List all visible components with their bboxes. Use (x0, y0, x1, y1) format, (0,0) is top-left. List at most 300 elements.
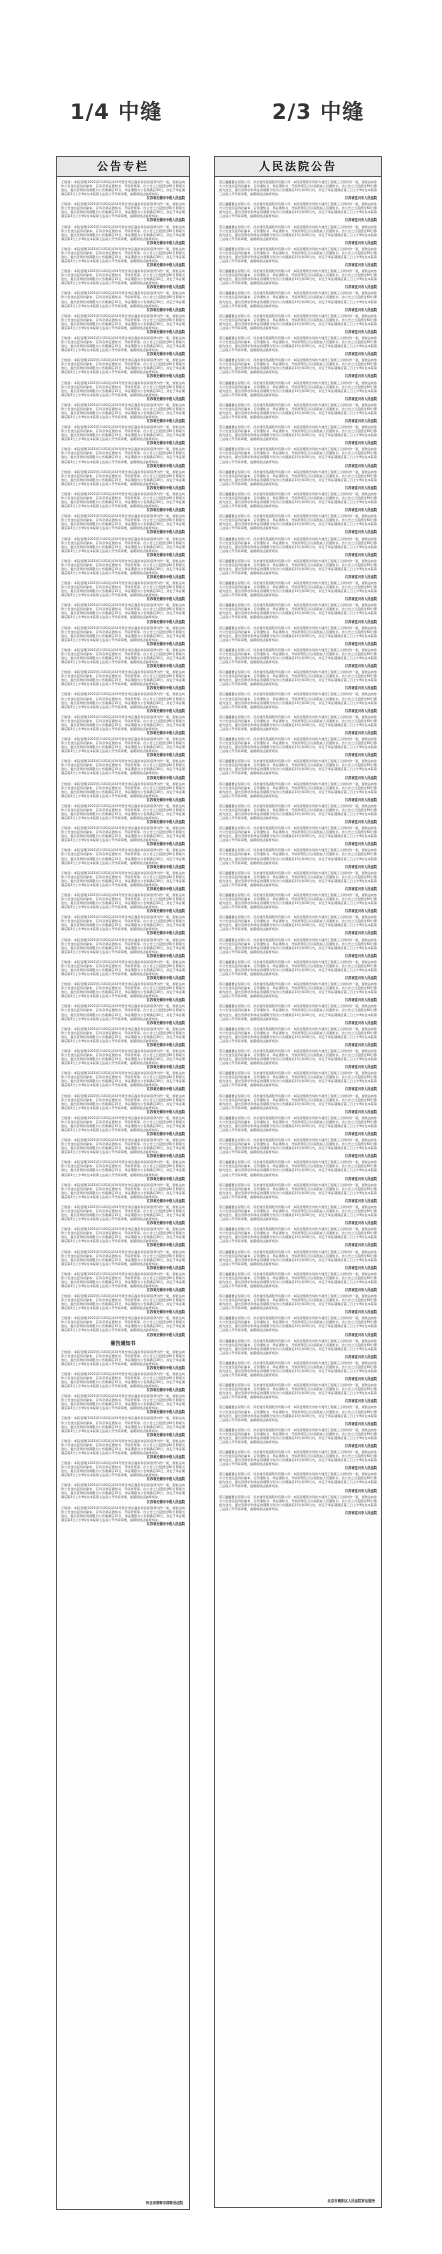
notice-signature: 江苏省无锡市中级人民法院 (146, 1243, 185, 1248)
notice-block (61, 1506, 185, 1526)
notice-signature: 江苏省无锡市中级人民法院 (146, 1065, 185, 1070)
notice-block (61, 982, 185, 1002)
notice-text: 王俊锋：本院受理(2023)苏1102民初24号原告刘宗磊诉你民间借贷纠纷一案，现依法向你公告送达起诉状副本、应诉及举证通知书、开庭传票等。自公告之日起经过60日即视为送达。提出答辩状的期限为公告期满后15日，举证期限为公告期满后30日，并定于举证期满后第3日上午9时在本院第七法庭公开开庭审理，逾期将依法缺席判决。 (61, 514, 185, 531)
notice-text: 王俊锋：本院受理(2023)苏1102民初24号原告刘宗磊诉你民间借贷纠纷一案，现依法向你公告送达起诉状副本、应诉及举证通知书、开庭传票等。自公告之日起经过60日即视为送达。提出答辩状的期限为公告期满后15日，举证期限为公告期满后30日，并定于举证期满后第3日上午9时在本院第七法庭公开开庭审理，逾期将依法缺席判决。 (61, 647, 185, 665)
notice-text: 晋江鑫鑫置业有限公司、河北建设集团股份有限公司：本院受理原告诉你方建设工程施工合同纠纷一案，现依法向你方公告送达起诉状副本、应诉通知书、举证通知书、开庭传票及合议庭组成人员通知书。自公告之日起经过60日即视为送达，提出答辩状和举证的期限分别为公告期满后15日和30日内，并定于举证期满后第三日上午9时在本院第三法庭公开开庭审理，逾期将依法缺席判决。 (219, 1405, 377, 1422)
notice-text: 晋江鑫鑫置业有限公司、河北建设集团股份有限公司：本院受理原告诉你方建设工程施工合同纠纷一案，现依法向你方公告送达起诉状副本、应诉通知书、举证通知书、开庭传票及合议庭组成人员通知书。自公告之日起经过60日即视为送达，提出答辩状和举证的期限分别为公告期满后15日和30日内，并定于举证期满后第三日上午9时在本院第三法庭公开开庭审理，逾期将依法缺席判决。 (219, 803, 377, 821)
notice-body-left (57, 177, 189, 1526)
notice-block (61, 1160, 185, 1180)
notice-block (219, 1138, 377, 1158)
notice-signature: 江苏省无锡市中级人民法院 (146, 485, 185, 490)
notice-text: 王俊锋：本院受理(2023)苏1102民初24号原告刘宗磊诉你民间借贷纠纷一案，现依法向你公告送达起诉状副本、应诉及举证通知书、开庭传票等。自公告之日起经过60日即视为送达。提出答辩状的期限为公告期满后15日，举证期限为公告期满后30日，并定于举证期满后第3日上午9时在本院第七法庭公开开庭审理，逾期将依法缺席判决。 (61, 848, 185, 865)
notice-signature: 江苏省无锡市中级人民法院 (146, 1332, 185, 1337)
notice-block (219, 826, 377, 846)
notice-block (61, 626, 185, 646)
notice-text: 王俊锋：本院受理(2023)苏1102民初24号原告刘宗磊诉你民间借贷纠纷一案，现依法向你公告送达起诉状副本、应诉及举证通知书、开庭传票等。自公告之日起经过60日即视为送达。提出答辩状的期限为公告期满后15日，举证期限为公告期满后30日，并定于举证期满后第3日上午9时在本院第七法庭公开开庭审理，逾期将依法缺席判决。 (61, 246, 185, 263)
notice-text: 王俊锋：本院受理(2023)苏1102民初24号原告刘宗磊诉你民间借贷纠纷一案，现依法向你公告送达起诉状副本、应诉及举证通知书、开庭传票等。自公告之日起经过60日即视为送达。提出答辩状的期限为公告期满后15日，举证期限为公告期满后30日，并定于举证期满后第3日上午9时在本院第七法庭公开开庭审理，逾期将依法缺席判决。 (61, 1371, 185, 1389)
notice-signature: 江苏省无锡市中级人民法院 (146, 864, 185, 869)
notice-block (219, 314, 377, 334)
notice-text: 王俊锋：本院受理(2023)苏1102民初24号原告刘宗磊诉你民间借贷纠纷一案，现依法向你公告送达起诉状副本、应诉及举证通知书、开庭传票等。自公告之日起经过60日即视为送达。提出答辩状的期限为公告期满后15日，举证期限为公告期满后30日，并定于举证期满后第3日上午9时在本院第七法庭公开开庭审理，逾期将依法缺席判决。 (61, 536, 185, 553)
notice-text: 王俊锋：本院受理(2023)苏1102民初24号原告刘宗磊诉你民间借贷纠纷一案，现依法向你公告送达起诉状副本、应诉及举证通知书、开庭传票等。自公告之日起经过60日即视为送达。提出答辩状的期限为公告期满后15日，举证期限为公告期满后30日，并定于举证期满后第3日上午9时在本院第七法庭公开开庭审理，逾期将依法缺席判决。 (61, 425, 185, 442)
notice-text: 王俊锋：本院受理(2023)苏1102民初24号原告刘宗磊诉你民间借贷纠纷一案，现依法向你公告送达起诉状副本、应诉及举证通知书、开庭传票等。自公告之日起经过60日即视为送达。提出答辩状的期限为公告期满后15日，举证期限为公告期满后30日，并定于举证期满后第3日上午9时在本院第七法庭公开开庭审理，逾期将依法缺席判决。 (61, 1071, 185, 1088)
notice-signature: 江苏省宜兴市人民法院 (345, 530, 377, 535)
notice-signature: 江苏省宜兴市人民法院 (345, 641, 377, 646)
notice-block (61, 1227, 185, 1247)
notice-signature: 江苏省无锡市中级人民法院 (146, 886, 185, 891)
notice-text: 晋江鑫鑫置业有限公司、河北建设集团股份有限公司：本院受理原告诉你方建设工程施工合同纠纷一案，现依法向你方公告送达起诉状副本、应诉通知书、举证通知书、开庭传票及合议庭组成人员通知书。自公告之日起经过60日即视为送达，提出答辩状和举证的期限分别为公告期满后15日和30日内，并定于举证期满后第三日上午9时在本院第三法庭公开开庭审理，逾期将依法缺席判决。 (219, 670, 377, 687)
notice-block (219, 470, 377, 490)
notice-block (61, 692, 185, 712)
notice-signature: 江苏省宜兴市人民法院 (345, 1176, 377, 1181)
notice-text: 晋江鑫鑫置业有限公司、河北建设集团股份有限公司：本院受理原告诉你方建设工程施工合同纠纷一案，现依法向你方公告送达起诉状副本、应诉通知书、举证通知书、开庭传票及合议庭组成人员通知书。自公告之日起经过60日即视为送达，提出答辩状和举证的期限分别为公告期满后15日和30日内，并定于举证期满后第三日上午9时在本院第三法庭公开开庭审理，逾期将依法缺席判决。 (219, 982, 377, 999)
notice-text: 晋江鑫鑫置业有限公司、河北建设集团股份有限公司：本院受理原告诉你方建设工程施工合同纠纷一案，现依法向你方公告送达起诉状副本、应诉通知书、举证通知书、开庭传票及合议庭组成人员通知书。自公告之日起经过60日即视为送达，提出答辩状和举证的期限分别为公告期满后15日和30日内，并定于举证期满后第三日上午9时在本院第三法庭公开开庭审理，逾期将依法缺席判决。 (219, 1360, 377, 1378)
notice-block (219, 871, 377, 891)
notice-text: 王俊锋：本院受理(2023)苏1102民初24号原告刘宗磊诉你民间借贷纠纷一案，现依法向你公告送达起诉状副本、应诉及举证通知书、开庭传票等。自公告之日起经过60日即视为送达。提出答辩状的期限为公告期满后15日，举证期限为公告期满后30日，并定于举证期满后第3日上午9时在本院第七法庭公开开庭审理，逾期将依法缺席判决。 (61, 491, 185, 509)
notice-block (219, 1272, 377, 1292)
column-title-right: 人民法院公告 (215, 157, 381, 177)
notice-block (219, 559, 377, 579)
notice-signature: 江苏省宜兴市人民法院 (345, 441, 377, 446)
notice-signature: 江苏省无锡市中级人民法院 (146, 909, 185, 914)
notice-text: 晋江鑫鑫置业有限公司、河北建设集团股份有限公司：本院受理原告诉你方建设工程施工合同纠纷一案，现依法向你方公告送达起诉状副本、应诉通知书、举证通知书、开庭传票及合议庭组成人员通知书。自公告之日起经过60日即视为送达，提出答辩状和举证的期限分别为公告期满后15日和30日内，并定于举证期满后第三日上午9时在本院第三法庭公开开庭审理，逾期将依法缺席判决。 (219, 1316, 377, 1333)
notice-signature: 江苏省宜兴市人民法院 (345, 886, 377, 891)
notice-block (219, 1205, 377, 1225)
notice-signature: 江苏省无锡市中级人民法院 (146, 953, 185, 958)
notice-text: 王俊锋：本院受理(2023)苏1102民初24号原告刘宗磊诉你民间借贷纠纷一案，现依法向你公告送达起诉状副本、应诉及举证通知书、开庭传票等。自公告之日起经过60日即视为送达。提出答辩状的期限为公告期满后15日，举证期限为公告期满后30日，并定于举证期满后第3日上午9时在本院第七法庭公开开庭审理，逾期将依法缺席判决。 (61, 1416, 185, 1433)
notice-heading: 催告通知书 (110, 1340, 136, 1347)
notice-block (219, 381, 377, 401)
notice-block (219, 291, 377, 311)
notice-block (219, 1027, 377, 1047)
notice-text: 晋江鑫鑫置业有限公司、河北建设集团股份有限公司：本院受理原告诉你方建设工程施工合同纠纷一案，现依法向你方公告送达起诉状副本、应诉通知书、举证通知书、开庭传票及合议庭组成人员通知书。自公告之日起经过60日即视为送达，提出答辩状和举证的期限分别为公告期满后15日和30日内，并定于举证期满后第三日上午9时在本院第三法庭公开开庭审理，逾期将依法缺席判决。 (219, 1494, 377, 1511)
notice-signature: 江苏省无锡市中级人民法院 (146, 508, 185, 513)
notice-block (219, 982, 377, 1002)
notice-signature: 江苏省宜兴市人民法院 (345, 240, 377, 245)
notice-block (61, 1205, 185, 1225)
notice-text: 晋江鑫鑫置业有限公司、河北建设集团股份有限公司：本院受理原告诉你方建设工程施工合同纠纷一案，现依法向你方公告送达起诉状副本、应诉通知书、举证通知书、开庭传票及合议庭组成人员通知书。自公告之日起经过60日即视为送达，提出答辩状和举证的期限分别为公告期满后15日和30日内，并定于举证期满后第三日上午9时在本院第三法庭公开开庭审理，逾期将依法缺席判决。 (219, 692, 377, 709)
notice-block (61, 1183, 185, 1203)
notice-text: 晋江鑫鑫置业有限公司、河北建设集团股份有限公司：本院受理原告诉你方建设工程施工合同纠纷一案，现依法向你方公告送达起诉状副本、应诉通知书、举证通知书、开庭传票及合议庭组成人员通知书。自公告之日起经过60日即视为送达，提出答辩状和举证的期限分别为公告期满后15日和30日内，并定于举证期满后第三日上午9时在本院第三法庭公开开庭审理，逾期将依法缺席判决。 (219, 1026, 377, 1043)
notice-signature: 江苏省无锡市中级人民法院 (146, 285, 185, 290)
notice-block (219, 692, 377, 712)
notice-text: 王俊锋：本院受理(2023)苏1102民初24号原告刘宗磊诉你民间借贷纠纷一案，现依法向你公告送达起诉状副本、应诉及举证通知书、开庭传票等。自公告之日起经过60日即视为送达。提出答辩状的期限为公告期满后15日，举证期限为公告期满后30日，并定于举证期满后第3日上午9时在本院第七法庭公开开庭审理，逾期将依法缺席判决。 (61, 447, 185, 464)
notice-signature: 江苏省宜兴市人民法院 (345, 775, 377, 780)
notice-block (61, 871, 185, 891)
notice-block (219, 447, 377, 467)
notice-text: 王俊锋：本院受理(2023)苏1102民初24号原告刘宗磊诉你民间借贷纠纷一案，现依法向你公告送达起诉状副本、应诉及举证通知书、开庭传票等。自公告之日起经过60日即视为送达。提出答辩状的期限为公告期满后15日，举证期限为公告期满后30日，并定于举证期满后第3日上午9时在本院第七法庭公开开庭审理，逾期将依法缺席判决。 (61, 781, 185, 798)
notice-text: 晋江鑫鑫置业有限公司、河北建设集团股份有限公司：本院受理原告诉你方建设工程施工合同纠纷一案，现依法向你方公告送达起诉状副本、应诉通知书、举证通知书、开庭传票及合议庭组成人员通知书。自公告之日起经过60日即视为送达，提出答辩状和举证的期限分别为公告期满后15日和30日内，并定于举证期满后第三日上午9时在本院第三法庭公开开庭审理，逾期将依法缺席判决。 (219, 291, 377, 308)
notice-text: 王俊锋：本院受理(2023)苏1102民初24号原告刘宗磊诉你民间借贷纠纷一案，现依法向你公告送达起诉状副本、应诉及举证通知书、开庭传票等。自公告之日起经过60日即视为送达。提出答辩状的期限为公告期满后15日，举证期限为公告期满后30日，并定于举证期满后第3日上午9时在本院第七法庭公开开庭审理，逾期将依法缺席判决。 (61, 1461, 185, 1478)
notice-block (61, 269, 185, 289)
notice-text: 晋江鑫鑫置业有限公司、河北建设集团股份有限公司：本院受理原告诉你方建设工程施工合同纠纷一案，现依法向你方公告送达起诉状副本、应诉通知书、举证通知书、开庭传票及合议庭组成人员通知书。自公告之日起经过60日即视为送达，提出答辩状和举证的期限分别为公告期满后15日和30日内，并定于举证期满后第三日上午9时在本院第三法庭公开开庭审理，逾期将依法缺席判决。 (219, 937, 377, 954)
notice-block (219, 1071, 377, 1091)
notice-text: 王俊锋：本院受理(2023)苏1102民初24号原告刘宗磊诉你民间借贷纠纷一案，现依法向你公告送达起诉状副本、应诉及举证通知书、开庭传票等。自公告之日起经过60日即视为送达。提出答辩状的期限为公告期满后15日，举证期限为公告期满后30日，并定于举证期满后第3日上午9时在本院第七法庭公开开庭审理，逾期将依法缺席判决。 (61, 1505, 185, 1522)
notice-signature: 江苏省无锡市中级人民法院 (146, 619, 185, 624)
notice-signature: 江苏省宜兴市人民法院 (345, 686, 377, 691)
notice-text: 晋江鑫鑫置业有限公司、河北建设集团股份有限公司：本院受理原告诉你方建设工程施工合同纠纷一案，现依法向你方公告送达起诉状副本、应诉通知书、举证通知书、开庭传票及合议庭组成人员通知书。自公告之日起经过60日即视为送达，提出答辩状和举证的期限分别为公告期满后15日和30日内，并定于举证期满后第三日上午9时在本院第三法庭公开开庭审理，逾期将依法缺席判决。 (219, 603, 377, 620)
notice-block (61, 715, 185, 735)
notice-body-right (215, 177, 381, 1515)
notice-block (61, 1071, 185, 1091)
notice-block (61, 1372, 185, 1392)
notice-signature: 江苏省宜兴市人民法院 (345, 664, 377, 669)
notice-block (61, 1416, 185, 1436)
notice-signature: 江苏省无锡市中级人民法院 (146, 374, 185, 379)
notice-signature: 江苏省宜兴市人民法院 (345, 1466, 377, 1471)
notice-signature: 江苏省无锡市中级人民法院 (146, 196, 185, 201)
notice-signature: 江苏省无锡市中级人民法院 (146, 1154, 185, 1159)
notice-block (219, 670, 377, 690)
notice-text: 晋江鑫鑫置业有限公司、河北建设集团股份有限公司：本院受理原告诉你方建设工程施工合同纠纷一案，现依法向你方公告送达起诉状副本、应诉通知书、举证通知书、开庭传票及合议庭组成人员通知书。自公告之日起经过60日即视为送达，提出答辩状和举证的期限分别为公告期满后15日和30日内，并定于举证期满后第三日上午9时在本院第三法庭公开开庭审理，逾期将依法缺席判决。 (219, 1093, 377, 1110)
notice-text: 王俊锋：本院受理(2023)苏1102民初24号原告刘宗磊诉你民间借贷纠纷一案，现依法向你公告送达起诉状副本、应诉及举证通知书、开庭传票等。自公告之日起经过60日即视为送达。提出答辩状的期限为公告期满后15日，举证期限为公告期满后30日，并定于举证期满后第3日上午9时在本院第七法庭公开开庭审理，逾期将依法缺席判决。 (61, 313, 185, 330)
notice-block (61, 1350, 185, 1370)
notice-block (219, 715, 377, 735)
notice-block (61, 202, 185, 222)
notice-text: 晋江鑫鑫置业有限公司、河北建设集团股份有限公司：本院受理原告诉你方建设工程施工合同纠纷一案，现依法向你方公告送达起诉状副本、应诉通知书、举证通知书、开庭传票及合议庭组成人员通知书。自公告之日起经过60日即视为送达，提出答辩状和举证的期限分别为公告期满后15日和30日内，并定于举证期满后第三日上午9时在本院第三法庭公开开庭审理，逾期将依法缺席判决。 (219, 402, 377, 419)
notice-block (61, 782, 185, 802)
notice-signature: 江苏省无锡市中级人民法院 (146, 664, 185, 669)
notice-text: 王俊锋：本院受理(2023)苏1102民初24号原告刘宗磊诉你民间借贷纠纷一案，现依法向你公告送达起诉状副本、应诉及举证通知书、开庭传票等。自公告之日起经过60日即视为送达。提出答辩状的期限为公告期满后15日，举证期限为公告期满后30日，并定于举证期满后第3日上午9时在本院第七法庭公开开庭审理，逾期将依法缺席判决。 (61, 1115, 185, 1132)
notice-text: 晋江鑫鑫置业有限公司、河北建设集团股份有限公司：本院受理原告诉你方建设工程施工合同纠纷一案，现依法向你方公告送达起诉状副本、应诉通知书、举证通知书、开庭传票及合议庭组成人员通知书。自公告之日起经过60日即视为送达，提出答辩状和举证的期限分别为公告期满后15日和30日内，并定于举证期满后第三日上午9时在本院第三法庭公开开庭审理，逾期将依法缺席判决。 (219, 625, 377, 642)
notice-block (219, 537, 377, 557)
notice-block (219, 1294, 377, 1314)
notice-signature: 江苏省无锡市中级人民法院 (146, 574, 185, 579)
notice-block (61, 425, 185, 445)
notice-text: 晋江鑫鑫置业有限公司、河北建设集团股份有限公司：本院受理原告诉你方建设工程施工合同纠纷一案，现依法向你方公告送达起诉状副本、应诉通知书、举证通知书、开庭传票及合议庭组成人员通知书。自公告之日起经过60日即视为送达，提出答辩状和举证的期限分别为公告期满后15日和30日内，并定于举证期满后第三日上午9时在本院第三法庭公开开庭审理，逾期将依法缺席判决。 (219, 224, 377, 241)
notice-block (61, 537, 185, 557)
notice-signature: 江苏省无锡市中级人民法院 (146, 263, 185, 268)
notice-block (219, 1405, 377, 1425)
notice-text: 王俊锋：本院受理(2023)苏1102民初24号原告刘宗磊诉你民间借贷纠纷一案，现依法向你公告送达起诉状副本、应诉及举证通知书、开庭传票等。自公告之日起经过60日即视为送达。提出答辩状的期限为公告期满后15日，举证期限为公告期满后30日，并定于举证期满后第3日上午9时在本院第七法庭公开开庭审理，逾期将依法缺席判决。 (61, 1249, 185, 1266)
notice-block (61, 1116, 185, 1136)
notice-text: 王俊锋：本院受理(2023)苏1102民初24号原告刘宗磊诉你民间借贷纠纷一案，现依法向你公告送达起诉状副本、应诉及举证通知书、开庭传票等。自公告之日起经过60日即视为送达。提出答辩状的期限为公告期满后15日，举证期限为公告期满后30日，并定于举证期满后第3日上午9时在本院第七法庭公开开庭审理，逾期将依法缺席判决。 (61, 269, 185, 286)
notice-signature: 江苏省无锡市中级人民法院 (146, 1020, 185, 1025)
notice-text: 晋江鑫鑫置业有限公司、河北建设集团股份有限公司：本院受理原告诉你方建设工程施工合同纠纷一案，现依法向你方公告送达起诉状副本、应诉通知书、举证通知书、开庭传票及合议庭组成人员通知书。自公告之日起经过60日即视为送达，提出答辩状和举证的期限分别为公告期满后15日和30日内，并定于举证期满后第三日上午9时在本院第三法庭公开开庭审理，逾期将依法缺席判决。 (219, 1048, 377, 1066)
notice-signature: 江苏省无锡市中级人民法院 (146, 1499, 185, 1504)
notice-block (219, 403, 377, 423)
notice-signature: 江苏省宜兴市人民法院 (345, 374, 377, 379)
notice-block (61, 225, 185, 245)
notice-block (61, 514, 185, 534)
notice-block (219, 269, 377, 289)
notice-signature: 江苏省无锡市中级人民法院 (146, 1087, 185, 1092)
notice-signature: 江苏省无锡市中级人民法院 (146, 1042, 185, 1047)
notice-text: 王俊锋：本院受理(2023)苏1102民初24号原告刘宗磊诉你民间借贷纠纷一案，现依法向你公告送达起诉状副本、应诉及举证通知书、开庭传票等。自公告之日起经过60日即视为送达。提出答辩状的期限为公告期满后15日，举证期限为公告期满后30日，并定于举证期满后第3日上午9时在本院第七法庭公开开庭审理，逾期将依法缺席判决。 (61, 826, 185, 843)
notice-signature: 江苏省无锡市中级人民法院 (146, 1365, 185, 1370)
notice-signature: 江苏省无锡市中级人民法院 (146, 218, 185, 223)
notice-block (219, 915, 377, 935)
column-title-left: 公告专栏 (57, 157, 189, 177)
notice-text: 晋江鑫鑫置业有限公司、河北建设集团股份有限公司：本院受理原告诉你方建设工程施工合同纠纷一案，现依法向你方公告送达起诉状副本、应诉通知书、举证通知书、开庭传票及合议庭组成人员通知书。自公告之日起经过60日即视为送达，提出答辩状和举证的期限分别为公告期满后15日和30日内，并定于举证期满后第三日上午9时在本院第三法庭公开开庭审理，逾期将依法缺席判决。 (219, 514, 377, 531)
notice-signature: 江苏省无锡市中级人民法院 (146, 307, 185, 312)
notice-block (219, 759, 377, 779)
notice-text: 晋江鑫鑫置业有限公司、河北建设集团股份有限公司：本院受理原告诉你方建设工程施工合同纠纷一案，现依法向你方公告送达起诉状副本、应诉通知书、举证通知书、开庭传票及合议庭组成人员通知书。自公告之日起经过60日即视为送达，提出答辩状和举证的期限分别为公告期满后15日和30日内，并定于举证期满后第三日上午9时在本院第三法庭公开开庭审理，逾期将依法缺席判决。 (219, 647, 377, 665)
notice-text: 王俊锋：本院受理(2023)苏1102民初24号原告刘宗磊诉你民间借贷纠纷一案，现依法向你公告送达起诉状副本、应诉及举证通知书、开庭传票等。自公告之日起经过60日即视为送达。提出答辩状的期限为公告期满后15日，举证期限为公告期满后30日，并定于举证期满后第3日上午9时在本院第七法庭公开开庭审理，逾期将依法缺席判决。 (61, 982, 185, 999)
notice-block (219, 425, 377, 445)
notice-signature: 江苏省宜兴市人民法院 (345, 1087, 377, 1092)
notice-signature: 江苏省宜兴市人民法院 (345, 1221, 377, 1226)
notice-signature: 江苏省无锡市中级人民法院 (146, 1454, 185, 1459)
notice-block (61, 492, 185, 512)
notice-text: 晋江鑫鑫置业有限公司、河北建设集团股份有限公司：本院受理原告诉你方建设工程施工合同纠纷一案，现依法向你方公告送达起诉状副本、应诉通知书、举证通知书、开庭传票及合议庭组成人员通知书。自公告之日起经过60日即视为送达，提出答辩状和举证的期限分别为公告期满后15日和30日内，并定于举证期满后第三日上午9时在本院第三法庭公开开庭审理，逾期将依法缺席判决。 (219, 1383, 377, 1400)
notice-signature: 江苏省宜兴市人民法院 (345, 1510, 377, 1515)
notice-text: 晋江鑫鑫置业有限公司、河北建设集团股份有限公司：本院受理原告诉你方建设工程施工合同纠纷一案，现依法向你方公告送达起诉状副本、应诉通知书、举证通知书、开庭传票及合议庭组成人员通知书。自公告之日起经过60日即视为送达，提出答辩状和举证的期限分别为公告期满后15日和30日内，并定于举证期满后第三日上午9时在本院第三法庭公开开庭审理，逾期将依法缺席判决。 (219, 959, 377, 976)
notice-signature: 江苏省无锡市中级人民法院 (146, 419, 185, 423)
notice-block (219, 336, 377, 356)
notice-block (61, 381, 185, 401)
notice-text: 晋江鑫鑫置业有限公司、河北建设集团股份有限公司：本院受理原告诉你方建设工程施工合同纠纷一案，现依法向你方公告送达起诉状副本、应诉通知书、举证通知书、开庭传票及合议庭组成人员通知书。自公告之日起经过60日即视为送达，提出答辩状和举证的期限分别为公告期满后15日和30日内，并定于举证期满后第三日上午9时在本院第三法庭公开开庭审理，逾期将依法缺席判决。 (219, 759, 377, 776)
notice-signature: 江苏省宜兴市人民法院 (345, 329, 377, 334)
notice-signature: 江苏省宜兴市人民法院 (345, 708, 377, 713)
notice-block (219, 225, 377, 245)
notice-signature: 江苏省无锡市中级人民法院 (146, 329, 185, 334)
notice-block (219, 1094, 377, 1114)
notice-block (219, 1428, 377, 1448)
notice-text: 王俊锋：本院受理(2023)苏1102民初24号原告刘宗磊诉你民间借贷纠纷一案，现依法向你公告送达起诉状副本、应诉及举证通知书、开庭传票等。自公告之日起经过60日即视为送达。提出答辩状的期限为公告期满后15日，举证期限为公告期满后30日，并定于举证期满后第3日上午9时在本院第七法庭公开开庭审理，逾期将依法缺席判决。 (61, 625, 185, 642)
notice-block (219, 202, 377, 222)
notice-text: 晋江鑫鑫置业有限公司、河北建设集团股份有限公司：本院受理原告诉你方建设工程施工合同纠纷一案，现依法向你方公告送达起诉状副本、应诉通知书、举证通知书、开庭传票及合议庭组成人员通知书。自公告之日起经过60日即视为送达，提出答辩状和举证的期限分别为公告期满后15日和30日内，并定于举证期满后第三日上午9时在本院第三法庭公开开庭审理，逾期将依法缺席判决。 (219, 1338, 377, 1355)
notice-signature: 江苏省无锡市中级人民法院 (146, 730, 185, 735)
notice-block (219, 1250, 377, 1270)
notice-signature: 江苏省无锡市中级人民法院 (146, 1198, 185, 1203)
notice-signature: 江苏省无锡市中级人民法院 (146, 1310, 185, 1315)
notice-signature: 江苏省宜兴市人民法院 (345, 1488, 377, 1493)
notice-text: 晋江鑫鑫置业有限公司、河北建设集团股份有限公司：本院受理原告诉你方建设工程施工合同纠纷一案，现依法向你方公告送达起诉状副本、应诉通知书、举证通知书、开庭传票及合议庭组成人员通知书。自公告之日起经过60日即视为送达，提出答辩状和举证的期限分别为公告期满后15日和30日内，并定于举证期满后第三日上午9时在本院第三法庭公开开庭审理，逾期将依法缺席判决。 (219, 893, 377, 910)
notice-signature: 江苏省宜兴市人民法院 (345, 218, 377, 223)
notice-block (61, 470, 185, 490)
right-gutter-label: 2/3 中缝 (272, 100, 365, 124)
notice-text: 晋江鑫鑫置业有限公司、河北建设集团股份有限公司：本院受理原告诉你方建设工程施工合同纠纷一案，现依法向你方公告送达起诉状副本、应诉通知书、举证通知书、开庭传票及合议庭组成人员通知书。自公告之日起经过60日即视为送达，提出答辩状和举证的期限分别为公告期满后15日和30日内，并定于举证期满后第三日上午9时在本院第三法庭公开开庭审理，逾期将依法缺席判决。 (219, 1115, 377, 1132)
notice-block (219, 1383, 377, 1403)
notice-text: 晋江鑫鑫置业有限公司、河北建设集团股份有限公司：本院受理原告诉你方建设工程施工合同纠纷一案，现依法向你方公告送达起诉状副本、应诉通知书、举证通知书、开庭传票及合议庭组成人员通知书。自公告之日起经过60日即视为送达，提出答辩状和举证的期限分别为公告期满后15日和30日内，并定于举证期满后第三日上午9时在本院第三法庭公开开庭审理，逾期将依法缺席判决。 (219, 1427, 377, 1444)
notice-text: 王俊锋：本院受理(2023)苏1102民初24号原告刘宗磊诉你民间借贷纠纷一案，现依法向你公告送达起诉状副本、应诉及举证通知书、开庭传票等。自公告之日起经过60日即视为送达。提出答辩状的期限为公告期满后15日，举证期限为公告期满后30日，并定于举证期满后第3日上午9时在本院第七法庭公开开庭审理，逾期将依法缺席判决。 (61, 1093, 185, 1110)
notice-text: 晋江鑫鑫置业有限公司、河北建设集团股份有限公司：本院受理原告诉你方建设工程施工合同纠纷一案，现依法向你方公告送达起诉状副本、应诉通知书、举证通知书、开庭传票及合议庭组成人员通知书。自公告之日起经过60日即视为送达，提出答辩状和举证的期限分别为公告期满后15日和30日内，并定于举证期满后第三日上午9时在本院第三法庭公开开庭审理，逾期将依法缺席判决。 (219, 1249, 377, 1266)
notice-signature: 江苏省宜兴市人民法院 (345, 307, 377, 312)
notice-text: 晋江鑫鑫置业有限公司、河北建设集团股份有限公司：本院受理原告诉你方建设工程施工合同纠纷一案，现依法向你方公告送达起诉状副本、应诉通知书、举证通知书、开庭传票及合议庭组成人员通知书。自公告之日起经过60日即视为送达，提出答辩状和举证的期限分别为公告期满后15日和30日内，并定于举证期满后第三日上午9时在本院第三法庭公开开庭审理，逾期将依法缺席判决。 (219, 1294, 377, 1311)
notice-signature: 江苏省宜兴市人民法院 (345, 753, 377, 758)
notice-block (219, 1160, 377, 1180)
notice-block (61, 559, 185, 579)
notice-signature: 江苏省宜兴市人民法院 (345, 1332, 377, 1337)
notice-block (219, 1495, 377, 1515)
notice-text: 晋江鑫鑫置业有限公司、河北建设集团股份有限公司：本院受理原告诉你方建设工程施工合同纠纷一案，现依法向你方公告送达起诉状副本、应诉通知书、举证通知书、开庭传票及合议庭组成人员通知书。自公告之日起经过60日即视为送达，提出答辩状和举证的期限分别为公告期满后15日和30日内，并定于举证期满后第三日上午9时在本院第三法庭公开开庭审理，逾期将依法缺席判决。 (219, 313, 377, 330)
notice-text: 王俊锋：本院受理(2023)苏1102民初24号原告刘宗磊诉你民间借贷纠纷一案，现依法向你公告送达起诉状副本、应诉及举证通知书、开庭传票等。自公告之日起经过60日即视为送达。提出答辩状的期限为公告期满后15日，举证期限为公告期满后30日，并定于举证期满后第3日上午9时在本院第七法庭公开开庭审理，逾期将依法缺席判决。 (61, 1294, 185, 1311)
notice-signature: 江苏省宜兴市人民法院 (345, 1243, 377, 1248)
notice-signature: 江苏省无锡市中级人民法院 (146, 597, 185, 602)
notice-signature: 江苏省宜兴市人民法院 (345, 1020, 377, 1025)
notice-block (219, 1116, 377, 1136)
notice-text: 晋江鑫鑫置业有限公司、河北建设集团股份有限公司：本院受理原告诉你方建设工程施工合同纠纷一案，现依法向你方公告送达起诉状副本、应诉通知书、举证通知书、开庭传票及合议庭组成人员通知书。自公告之日起经过60日即视为送达，提出答辩状和举证的期限分别为公告期满后15日和30日内，并定于举证期满后第三日上午9时在本院第三法庭公开开庭审理，逾期将依法缺席判决。 (219, 915, 377, 932)
notice-text: 王俊锋：本院受理(2023)苏1102民初24号原告刘宗磊诉你民间借贷纠纷一案，现依法向你公告送达起诉状副本、应诉及举证通知书、开庭传票等。自公告之日起经过60日即视为送达。提出答辩状的期限为公告期满后15日，举证期限为公告期满后30日，并定于举证期满后第3日上午9时在本院第七法庭公开开庭审理，逾期将依法缺席判决。 (61, 1160, 185, 1177)
notice-text: 晋江鑫鑫置业有限公司、河北建设集团股份有限公司：本院受理原告诉你方建设工程施工合同纠纷一案，现依法向你方公告送达起诉状副本、应诉通知书、举证通知书、开庭传票及合议庭组成人员通知书。自公告之日起经过60日即视为送达，提出答辩状和举证的期限分别为公告期满后15日和30日内，并定于举证期满后第三日上午9时在本院第三法庭公开开庭审理，逾期将依法缺席判决。 (219, 269, 377, 286)
notice-signature: 江苏省宜兴市人民法院 (345, 263, 377, 268)
notice-block (219, 1049, 377, 1069)
notice-column-right (214, 156, 382, 2208)
notice-block (61, 447, 185, 467)
notice-block (219, 1472, 377, 1492)
notice-text: 晋江鑫鑫置业有限公司、河北建设集团股份有限公司：本院受理原告诉你方建设工程施工合同纠纷一案，现依法向你方公告送达起诉状副本、应诉通知书、举证通知书、开庭传票及合议庭组成人员通知书。自公告之日起经过60日即视为送达，提出答辩状和举证的期限分别为公告期满后15日和30日内，并定于举证期满后第三日上午9时在本院第三法庭公开开庭审理，逾期将依法缺席判决。 (219, 335, 377, 353)
notice-text: 晋江鑫鑫置业有限公司、河北建设集团股份有限公司：本院受理原告诉你方建设工程施工合同纠纷一案，现依法向你方公告送达起诉状副本、应诉通知书、举证通知书、开庭传票及合议庭组成人员通知书。自公告之日起经过60日即视为送达，提出答辩状和举证的期限分别为公告期满后15日和30日内，并定于举证期满后第三日上午9时在本院第三法庭公开开庭审理，逾期将依法缺席判决。 (219, 1227, 377, 1244)
notice-block (61, 581, 185, 601)
notice-block (61, 826, 185, 846)
notice-text: 晋江鑫鑫置业有限公司、河北建设集团股份有限公司：本院受理原告诉你方建设工程施工合同纠纷一案，现依法向你方公告送达起诉状副本、应诉通知书、举证通知书、开庭传票及合议庭组成人员通知书。自公告之日起经过60日即视为送达，提出答辩状和举证的期限分别为公告期满后15日和30日内，并定于举证期满后第三日上午9时在本院第三法庭公开开庭审理，逾期将依法缺席判决。 (219, 1204, 377, 1222)
notice-signature: 江苏省宜兴市人民法院 (345, 396, 377, 401)
notice-block (61, 848, 185, 868)
notice-signature: 江苏省宜兴市人民法院 (345, 196, 377, 201)
notice-signature: 江苏省宜兴市人民法院 (345, 842, 377, 847)
notice-block (61, 648, 185, 668)
notice-block (61, 1027, 185, 1047)
notice-block (61, 1004, 185, 1024)
notice-signature: 江苏省宜兴市人民法院 (345, 1042, 377, 1047)
notice-text: 王俊锋：本院受理(2023)苏1102民初24号原告刘宗磊诉你民间借贷纠纷一案，现依法向你公告送达起诉状副本、应诉及举证通知书、开庭传票等。自公告之日起经过60日即视为送达。提出答辩状的期限为公告期满后15日，举证期限为公告期满后30日，并定于举证期满后第3日上午9时在本院第七法庭公开开庭审理，逾期将依法缺席判决。 (61, 380, 185, 397)
notice-block (219, 1227, 377, 1247)
notice-block (61, 1049, 185, 1069)
notice-signature: 江苏省宜兴市人民法院 (345, 1154, 377, 1159)
notice-signature: 江苏省无锡市中级人民法院 (146, 1388, 185, 1393)
notice-signature: 江苏省无锡市中级人民法院 (146, 708, 185, 713)
notice-block (219, 1183, 377, 1203)
notice-signature: 江苏省宜兴市人民法院 (345, 285, 377, 290)
notice-block (219, 782, 377, 802)
notice-text: 王俊锋：本院受理(2023)苏1102民初24号原告刘宗磊诉你民间借贷纠纷一案，现依法向你公告送达起诉状副本、应诉及举证通知书、开庭传票等。自公告之日起经过60日即视为送达。提出答辩状的期限为公告期满后15日，举证期限为公告期满后30日，并定于举证期满后第3日上午9时在本院第七法庭公开开庭审理，逾期将依法缺席判决。 (61, 1394, 185, 1411)
footer-signature-right: 北京市朝阳区人民法院诉讼服务 (327, 2199, 375, 2203)
notice-signature: 江苏省无锡市中级人民法院 (146, 1132, 185, 1136)
notice-text: 王俊锋：本院受理(2023)苏1102民初24号原告刘宗磊诉你民间借贷纠纷一案，现依法向你公告送达起诉状副本、应诉及举证通知书、开庭传票等。自公告之日起经过60日即视为送达。提出答辩状的期限为公告期满后15日，举证期限为公告期满后30日，并定于举证期满后第3日上午9时在本院第七法庭公开开庭审理，逾期将依法缺席判决。 (61, 870, 185, 887)
notice-text: 晋江鑫鑫置业有限公司、河北建设集团股份有限公司：本院受理原告诉你方建设工程施工合同纠纷一案，现依法向你方公告送达起诉状副本、应诉通知书、举证通知书、开庭传票及合议庭组成人员通知书。自公告之日起经过60日即视为送达，提出答辩状和举证的期限分别为公告期满后15日和30日内，并定于举证期满后第三日上午9时在本院第三法庭公开开庭审理，逾期将依法缺席判决。 (219, 1472, 377, 1489)
notice-block (61, 893, 185, 913)
notice-signature: 江苏省无锡市中级人民法院 (146, 1432, 185, 1437)
notice-signature: 江苏省无锡市中级人民法院 (146, 240, 185, 245)
notice-signature: 江苏省宜兴市人民法院 (345, 1443, 377, 1448)
notice-text: 晋江鑫鑫置业有限公司、河北建设集团股份有限公司：本院受理原告诉你方建设工程施工合同纠纷一案，现依法向你方公告送达起诉状副本、应诉通知书、举证通知书、开庭传票及合议庭组成人员通知书。自公告之日起经过60日即视为送达，提出答辩状和举证的期限分别为公告期满后15日和30日内，并定于举证期满后第三日上午9时在本院第三法庭公开开庭审理，逾期将依法缺席判决。 (219, 826, 377, 843)
notice-block (219, 581, 377, 601)
notice-text: 王俊锋：本院受理(2023)苏1102民初24号原告刘宗磊诉你民间借贷纠纷一案，现依法向你公告送达起诉状副本、应诉及举证通知书、开庭传票等。自公告之日起经过60日即视为送达。提出答辩状的期限为公告期满后15日，举证期限为公告期满后30日，并定于举证期满后第3日上午9时在本院第七法庭公开开庭审理，逾期将依法缺席判决。 (61, 737, 185, 754)
notice-signature: 江苏省宜兴市人民法院 (345, 953, 377, 958)
notice-block (219, 514, 377, 534)
notice-signature: 江苏省无锡市中级人民法院 (146, 530, 185, 535)
notice-signature: 江苏省宜兴市人民法院 (345, 619, 377, 624)
notice-block (61, 1316, 185, 1336)
notice-text: 晋江鑫鑫置业有限公司、河北建设集团股份有限公司：本院受理原告诉你方建设工程施工合同纠纷一案，现依法向你方公告送达起诉状副本、应诉通知书、举证通知书、开庭传票及合议庭组成人员通知书。自公告之日起经过60日即视为送达，提出答辩状和举证的期限分别为公告期满后15日和30日内，并定于举证期满后第三日上午9时在本院第三法庭公开开庭审理，逾期将依法缺席判决。 (219, 1450, 377, 1467)
notice-text: 王俊锋：本院受理(2023)苏1102民初24号原告刘宗磊诉你民间借贷纠纷一案，现依法向你公告送达起诉状副本、应诉及举证通知书、开庭传票等。自公告之日起经过60日即视为送达。提出答辩状的期限为公告期满后15日，举证期限为公告期满后30日，并定于举证期满后第3日上午9时在本院第七法庭公开开庭审理，逾期将依法缺席判决。 (61, 402, 185, 419)
notice-signature: 江苏省宜兴市人民法院 (345, 1132, 377, 1136)
notice-text: 晋江鑫鑫置业有限公司、河北建设集团股份有限公司：本院受理原告诉你方建设工程施工合同纠纷一案，现依法向你方公告送达起诉状副本、应诉通知书、举证通知书、开庭传票及合议庭组成人员通知书。自公告之日起经过60日即视为送达，提出答辩状和举证的期限分别为公告期满后15日和30日内，并定于举证期满后第三日上午9时在本院第三法庭公开开庭审理，逾期将依法缺席判决。 (219, 1138, 377, 1155)
notice-block (61, 1394, 185, 1414)
notice-column-left (56, 156, 190, 2210)
notice-text: 晋江鑫鑫置业有限公司、河北建设集团股份有限公司：本院受理原告诉你方建设工程施工合同纠纷一案，现依法向你方公告送达起诉状副本、应诉通知书、举证通知书、开庭传票及合议庭组成人员通知书。自公告之日起经过60日即视为送达，提出答辩状和举证的期限分别为公告期满后15日和30日内，并定于举证期满后第三日上午9时在本院第三法庭公开开庭审理，逾期将依法缺席判决。 (219, 1071, 377, 1088)
notice-text: 王俊锋：本院受理(2023)苏1102民初24号原告刘宗磊诉你民间借贷纠纷一案，现依法向你公告送达起诉状副本、应诉及举证通知书、开庭传票等。自公告之日起经过60日即视为送达。提出答辩状的期限为公告期满后15日，举证期限为公告期满后30日，并定于举证期满后第3日上午9时在本院第七法庭公开开庭审理，逾期将依法缺席判决。 (61, 1483, 185, 1500)
notice-signature: 江苏省无锡市中级人民法院 (146, 1287, 185, 1292)
notice-signature: 江苏省无锡市中级人民法院 (146, 1221, 185, 1226)
notice-signature: 江苏省宜兴市人民法院 (345, 864, 377, 869)
notice-text: 晋江鑫鑫置业有限公司、河北建设集团股份有限公司：本院受理原告诉你方建设工程施工合同纠纷一案，现依法向你方公告送达起诉状副本、应诉通知书、举证通知书、开庭传票及合议庭组成人员通知书。自公告之日起经过60日即视为送达，提出答辩状和举证的期限分别为公告期满后15日和30日内，并定于举证期满后第三日上午9时在本院第三法庭公开开庭审理，逾期将依法缺席判决。 (219, 870, 377, 887)
notice-block (61, 358, 185, 378)
notice-text: 晋江鑫鑫置业有限公司、河北建设集团股份有限公司：本院受理原告诉你方建设工程施工合同纠纷一案，现依法向你方公告送达起诉状副本、应诉通知书、举证通知书、开庭传票及合议庭组成人员通知书。自公告之日起经过60日即视为送达，提出答辩状和举证的期限分别为公告期满后15日和30日内，并定于举证期满后第三日上午9时在本院第三法庭公开开庭审理，逾期将依法缺席判决。 (219, 202, 377, 219)
notice-signature: 江苏省无锡市中级人民法院 (146, 998, 185, 1003)
notice-block (219, 893, 377, 913)
notice-text: 王俊锋：本院受理(2023)苏1102民初24号原告刘宗磊诉你民间借贷纠纷一案，现依法向你公告送达起诉状副本、应诉及举证通知书、开庭传票等。自公告之日起经过60日即视为送达。提出答辩状的期限为公告期满后15日，举证期限为公告期满后30日，并定于举证期满后第3日上午9时在本院第七法庭公开开庭审理，逾期将依法缺席判决。 (61, 1271, 185, 1288)
notice-signature: 江苏省宜兴市人民法院 (345, 976, 377, 981)
notice-text: 晋江鑫鑫置业有限公司、河北建设集团股份有限公司：本院受理原告诉你方建设工程施工合同纠纷一案，现依法向你方公告送达起诉状副本、应诉通知书、举证通知书、开庭传票及合议庭组成人员通知书。自公告之日起经过60日即视为送达，提出答辩状和举证的期限分别为公告期满后15日和30日内，并定于举证期满后第三日上午9时在本院第三法庭公开开庭审理，逾期将依法缺席判决。 (219, 536, 377, 553)
notice-signature: 江苏省无锡市中级人民法院 (146, 352, 185, 357)
notice-signature: 江苏省无锡市中级人民法院 (146, 775, 185, 780)
notice-signature: 江苏省宜兴市人民法院 (345, 909, 377, 914)
notice-signature: 江苏省宜兴市人民法院 (345, 463, 377, 468)
notice-text: 王俊锋：本院受理(2023)苏1102民初24号原告刘宗磊诉你民间借贷纠纷一案，现依法向你公告送达起诉状副本、应诉及举证通知书、开庭传票等。自公告之日起经过60日即视为送达。提出答辩状的期限为公告期满后15日，举证期限为公告期满后30日，并定于举证期满后第3日上午9时在本院第七法庭公开开庭审理，逾期将依法缺席判决。 (61, 1227, 185, 1244)
notice-block (219, 1450, 377, 1470)
notice-signature: 江苏省宜兴市人民法院 (345, 485, 377, 490)
notice-signature: 江苏省宜兴市人民法院 (345, 1287, 377, 1292)
notice-block (61, 403, 185, 423)
notice-block (61, 804, 185, 824)
notice-block (61, 336, 185, 356)
notice-signature: 江苏省无锡市中级人民法院 (146, 1521, 185, 1526)
notice-text: 王俊锋：本院受理(2023)苏1102民初24号原告刘宗磊诉你民间借贷纠纷一案，现依法向你公告送达起诉状副本、应诉及举证通知书、开庭传票等。自公告之日起经过60日即视为送达。提出答辩状的期限为公告期满后15日，举证期限为公告期满后30日，并定于举证期满后第3日上午9时在本院第七法庭公开开庭审理，逾期将依法缺席判决。 (61, 714, 185, 731)
notice-text: 王俊锋：本院受理(2023)苏1102民初24号原告刘宗磊诉你民间借贷纠纷一案，现依法向你公告送达起诉状副本、应诉及举证通知书、开庭传票等。自公告之日起经过60日即视为送达。提出答辩状的期限为公告期满后15日，举证期限为公告期满后30日，并定于举证期满后第3日上午9时在本院第七法庭公开开庭审理，逾期将依法缺席判决。 (61, 1004, 185, 1021)
notice-text: 晋江鑫鑫置业有限公司、河北建设集团股份有限公司：本院受理原告诉你方建设工程施工合同纠纷一案，现依法向你方公告送达起诉状副本、应诉通知书、举证通知书、开庭传票及合议庭组成人员通知书。自公告之日起经过60日即视为送达，提出答辩状和举证的期限分别为公告期满后15日和30日内，并定于举证期满后第三日上午9时在本院第三法庭公开开庭审理，逾期将依法缺席判决。 (219, 1271, 377, 1288)
notice-block (61, 1272, 185, 1292)
notice-signature: 江苏省无锡市中级人民法院 (146, 441, 185, 446)
notice-text: 王俊锋：本院受理(2023)苏1102民初24号原告刘宗磊诉你民间借贷纠纷一案，现依法向你公告送达起诉状副本、应诉及举证通知书、开庭传票等。自公告之日起经过60日即视为送达。提出答辩状的期限为公告期满后15日，举证期限为公告期满后30日，并定于举证期满后第3日上午9时在本院第七法庭公开开庭审理，逾期将依法缺席判决。 (61, 202, 185, 219)
notice-text: 王俊锋：本院受理(2023)苏1102民初24号原告刘宗磊诉你民间借贷纠纷一案，现依法向你公告送达起诉状副本、应诉及举证通知书、开庭传票等。自公告之日起经过60日即视为送达。提出答辩状的期限为公告期满后15日，举证期限为公告期满后30日，并定于举证期满后第3日上午9时在本院第七法庭公开开庭审理，逾期将依法缺席判决。 (61, 603, 185, 620)
notice-signature: 江苏省无锡市中级人民法院 (146, 797, 185, 802)
notice-block (61, 1461, 185, 1481)
notice-signature: 江苏省无锡市中级人民法院 (146, 396, 185, 401)
notice-block (219, 626, 377, 646)
notice-block (61, 1138, 185, 1158)
notice-signature: 江苏省宜兴市人民法院 (345, 820, 377, 825)
notice-text: 王俊锋：本院受理(2023)苏1102民初24号原告刘宗磊诉你民间借贷纠纷一案，现依法向你公告送达起诉状副本、应诉及举证通知书、开庭传票等。自公告之日起经过60日即视为送达。提出答辩状的期限为公告期满后15日，举证期限为公告期满后30日，并定于举证期满后第3日上午9时在本院第七法庭公开开庭审理，逾期将依法缺席判决。 (61, 469, 185, 486)
notice-block (61, 314, 185, 334)
notice-block (61, 1294, 185, 1314)
notice-text: 王俊锋：本院受理(2023)苏1102民初24号原告刘宗磊诉你民间借贷纠纷一案，现依法向你公告送达起诉状副本、应诉及举证通知书、开庭传票等。自公告之日起经过60日即视为送达。提出答辩状的期限为公告期满后15日，举证期限为公告期满后30日，并定于举证期满后第3日上午9时在本院第七法庭公开开庭审理，逾期将依法缺席判决。 (61, 1349, 185, 1366)
notice-text: 王俊锋：本院受理(2023)苏1102民初24号原告刘宗磊诉你民间借贷纠纷一案，现依法向你公告送达起诉状副本、应诉及举证通知书、开庭传票等。自公告之日起经过60日即视为送达。提出答辩状的期限为公告期满后15日，举证期限为公告期满后30日，并定于举证期满后第3日上午9时在本院第七法庭公开开庭审理，逾期将依法缺席判决。 (61, 180, 185, 197)
notice-signature: 江苏省无锡市中级人民法院 (146, 463, 185, 468)
notice-text: 王俊锋：本院受理(2023)苏1102民初24号原告刘宗磊诉你民间借贷纠纷一案，现依法向你公告送达起诉状副本、应诉及举证通知书、开庭传票等。自公告之日起经过60日即视为送达。提出答辩状的期限为公告期满后15日，举证期限为公告期满后30日，并定于举证期满后第3日上午9时在本院第七法庭公开开庭审理，逾期将依法缺席判决。 (61, 893, 185, 910)
notice-text: 王俊锋：本院受理(2023)苏1102民初24号原告刘宗磊诉你民间借贷纠纷一案，现依法向你公告送达起诉状副本、应诉及举证通知书、开庭传票等。自公告之日起经过60日即视为送达。提出答辩状的期限为公告期满后15日，举证期限为公告期满后30日，并定于举证期满后第3日上午9时在本院第七法庭公开开庭审理，逾期将依法缺席判决。 (61, 1182, 185, 1199)
notice-signature: 江苏省无锡市中级人民法院 (146, 931, 185, 936)
notice-block (219, 1339, 377, 1359)
notice-signature: 江苏省宜兴市人民法院 (345, 419, 377, 423)
notice-block (219, 938, 377, 958)
left-gutter-label: 1/4 中缝 (70, 100, 163, 124)
notice-signature: 江苏省无锡市中级人民法院 (146, 820, 185, 825)
notice-block (219, 180, 377, 200)
notice-text: 王俊锋：本院受理(2023)苏1102民初24号原告刘宗磊诉你民间借贷纠纷一案，现依法向你公告送达起诉状副本、应诉及举证通知书、开庭传票等。自公告之日起经过60日即视为送达。提出答辩状的期限为公告期满后15日，举证期限为公告期满后30日，并定于举证期满后第3日上午9时在本院第七法庭公开开庭审理，逾期将依法缺席判决。 (61, 803, 185, 821)
notice-signature: 江苏省宜兴市人民法院 (345, 352, 377, 357)
notice-text: 晋江鑫鑫置业有限公司、河北建设集团股份有限公司：本院受理原告诉你方建设工程施工合同纠纷一案，现依法向你方公告送达起诉状副本、应诉通知书、举证通知书、开庭传票及合议庭组成人员通知书。自公告之日起经过60日即视为送达，提出答辩状和举证的期限分别为公告期满后15日和30日内，并定于举证期满后第三日上午9时在本院第三法庭公开开庭审理，逾期将依法缺席判决。 (219, 558, 377, 575)
notice-signature: 江苏省无锡市中级人民法院 (146, 1176, 185, 1181)
notice-text: 王俊锋：本院受理(2023)苏1102民初24号原告刘宗磊诉你民间借贷纠纷一案，现依法向你公告送达起诉状副本、应诉及举证通知书、开庭传票等。自公告之日起经过60日即视为送达。提出答辩状的期限为公告期满后15日，举证期限为公告期满后30日，并定于举证期满后第3日上午9时在本院第七法庭公开开庭审理，逾期将依法缺席判决。 (61, 915, 185, 932)
notice-block (61, 1483, 185, 1503)
notice-text: 晋江鑫鑫置业有限公司、河北建设集团股份有限公司：本院受理原告诉你方建设工程施工合同纠纷一案，现依法向你方公告送达起诉状副本、应诉通知书、举证通知书、开庭传票及合议庭组成人员通知书。自公告之日起经过60日即视为送达，提出答辩状和举证的期限分别为公告期满后15日和30日内，并定于举证期满后第三日上午9时在本院第三法庭公开开庭审理，逾期将依法缺席判决。 (219, 469, 377, 486)
notice-text: 晋江鑫鑫置业有限公司、河北建设集团股份有限公司：本院受理原告诉你方建设工程施工合同纠纷一案，现依法向你方公告送达起诉状副本、应诉通知书、举证通知书、开庭传票及合议庭组成人员通知书。自公告之日起经过60日即视为送达，提出答辩状和举证的期限分别为公告期满后15日和30日内，并定于举证期满后第三日上午9时在本院第三法庭公开开庭审理，逾期将依法缺席判决。 (219, 246, 377, 263)
notice-block (219, 848, 377, 868)
notice-text: 王俊锋：本院受理(2023)苏1102民初24号原告刘宗磊诉你民间借贷纠纷一案，现依法向你公告送达起诉状副本、应诉及举证通知书、开庭传票等。自公告之日起经过60日即视为送达。提出答辩状的期限为公告期满后15日，举证期限为公告期满后30日，并定于举证期满后第3日上午9时在本院第七法庭公开开庭审理，逾期将依法缺席判决。 (61, 558, 185, 575)
notice-signature: 江苏省宜兴市人民法院 (345, 931, 377, 936)
notice-signature: 江苏省宜兴市人民法院 (345, 998, 377, 1003)
notice-block (219, 1361, 377, 1381)
notice-signature: 江苏省宜兴市人民法院 (345, 1109, 377, 1114)
notice-text: 晋江鑫鑫置业有限公司、河北建设集团股份有限公司：本院受理原告诉你方建设工程施工合同纠纷一案，现依法向你方公告送达起诉状副本、应诉通知书、举证通知书、开庭传票及合议庭组成人员通知书。自公告之日起经过60日即视为送达，提出答辩状和举证的期限分别为公告期满后15日和30日内，并定于举证期满后第三日上午9时在本院第三法庭公开开庭审理，逾期将依法缺席判决。 (219, 581, 377, 598)
notice-text: 王俊锋：本院受理(2023)苏1102民初24号原告刘宗磊诉你民间借贷纠纷一案，现依法向你公告送达起诉状副本、应诉及举证通知书、开庭传票等。自公告之日起经过60日即视为送达。提出答辩状的期限为公告期满后15日，举证期限为公告期满后30日，并定于举证期满后第3日上午9时在本院第七法庭公开开庭审理，逾期将依法缺席判决。 (61, 335, 185, 353)
notice-block (219, 492, 377, 512)
notice-block (219, 648, 377, 668)
notice-text: 王俊锋：本院受理(2023)苏1102民初24号原告刘宗磊诉你民间借贷纠纷一案，现依法向你公告送达起诉状副本、应诉及举证通知书、开庭传票等。自公告之日起经过60日即视为送达。提出答辩状的期限为公告期满后15日，举证期限为公告期满后30日，并定于举证期满后第3日上午9时在本院第七法庭公开开庭审理，逾期将依法缺席判决。 (61, 1048, 185, 1066)
notice-text: 王俊锋：本院受理(2023)苏1102民初24号原告刘宗磊诉你民间借贷纠纷一案，现依法向你公告送达起诉状副本、应诉及举证通知书、开庭传票等。自公告之日起经过60日即视为送达。提出答辩状的期限为公告期满后15日，举证期限为公告期满后30日，并定于举证期满后第3日上午9时在本院第七法庭公开开庭审理，逾期将依法缺席判决。 (61, 1316, 185, 1333)
notice-text: 晋江鑫鑫置业有限公司、河北建设集团股份有限公司：本院受理原告诉你方建设工程施工合同纠纷一案，现依法向你方公告送达起诉状副本、应诉通知书、举证通知书、开庭传票及合议庭组成人员通知书。自公告之日起经过60日即视为送达，提出答辩状和举证的期限分别为公告期满后15日和30日内，并定于举证期满后第三日上午9时在本院第三法庭公开开庭审理，逾期将依法缺席判决。 (219, 848, 377, 865)
